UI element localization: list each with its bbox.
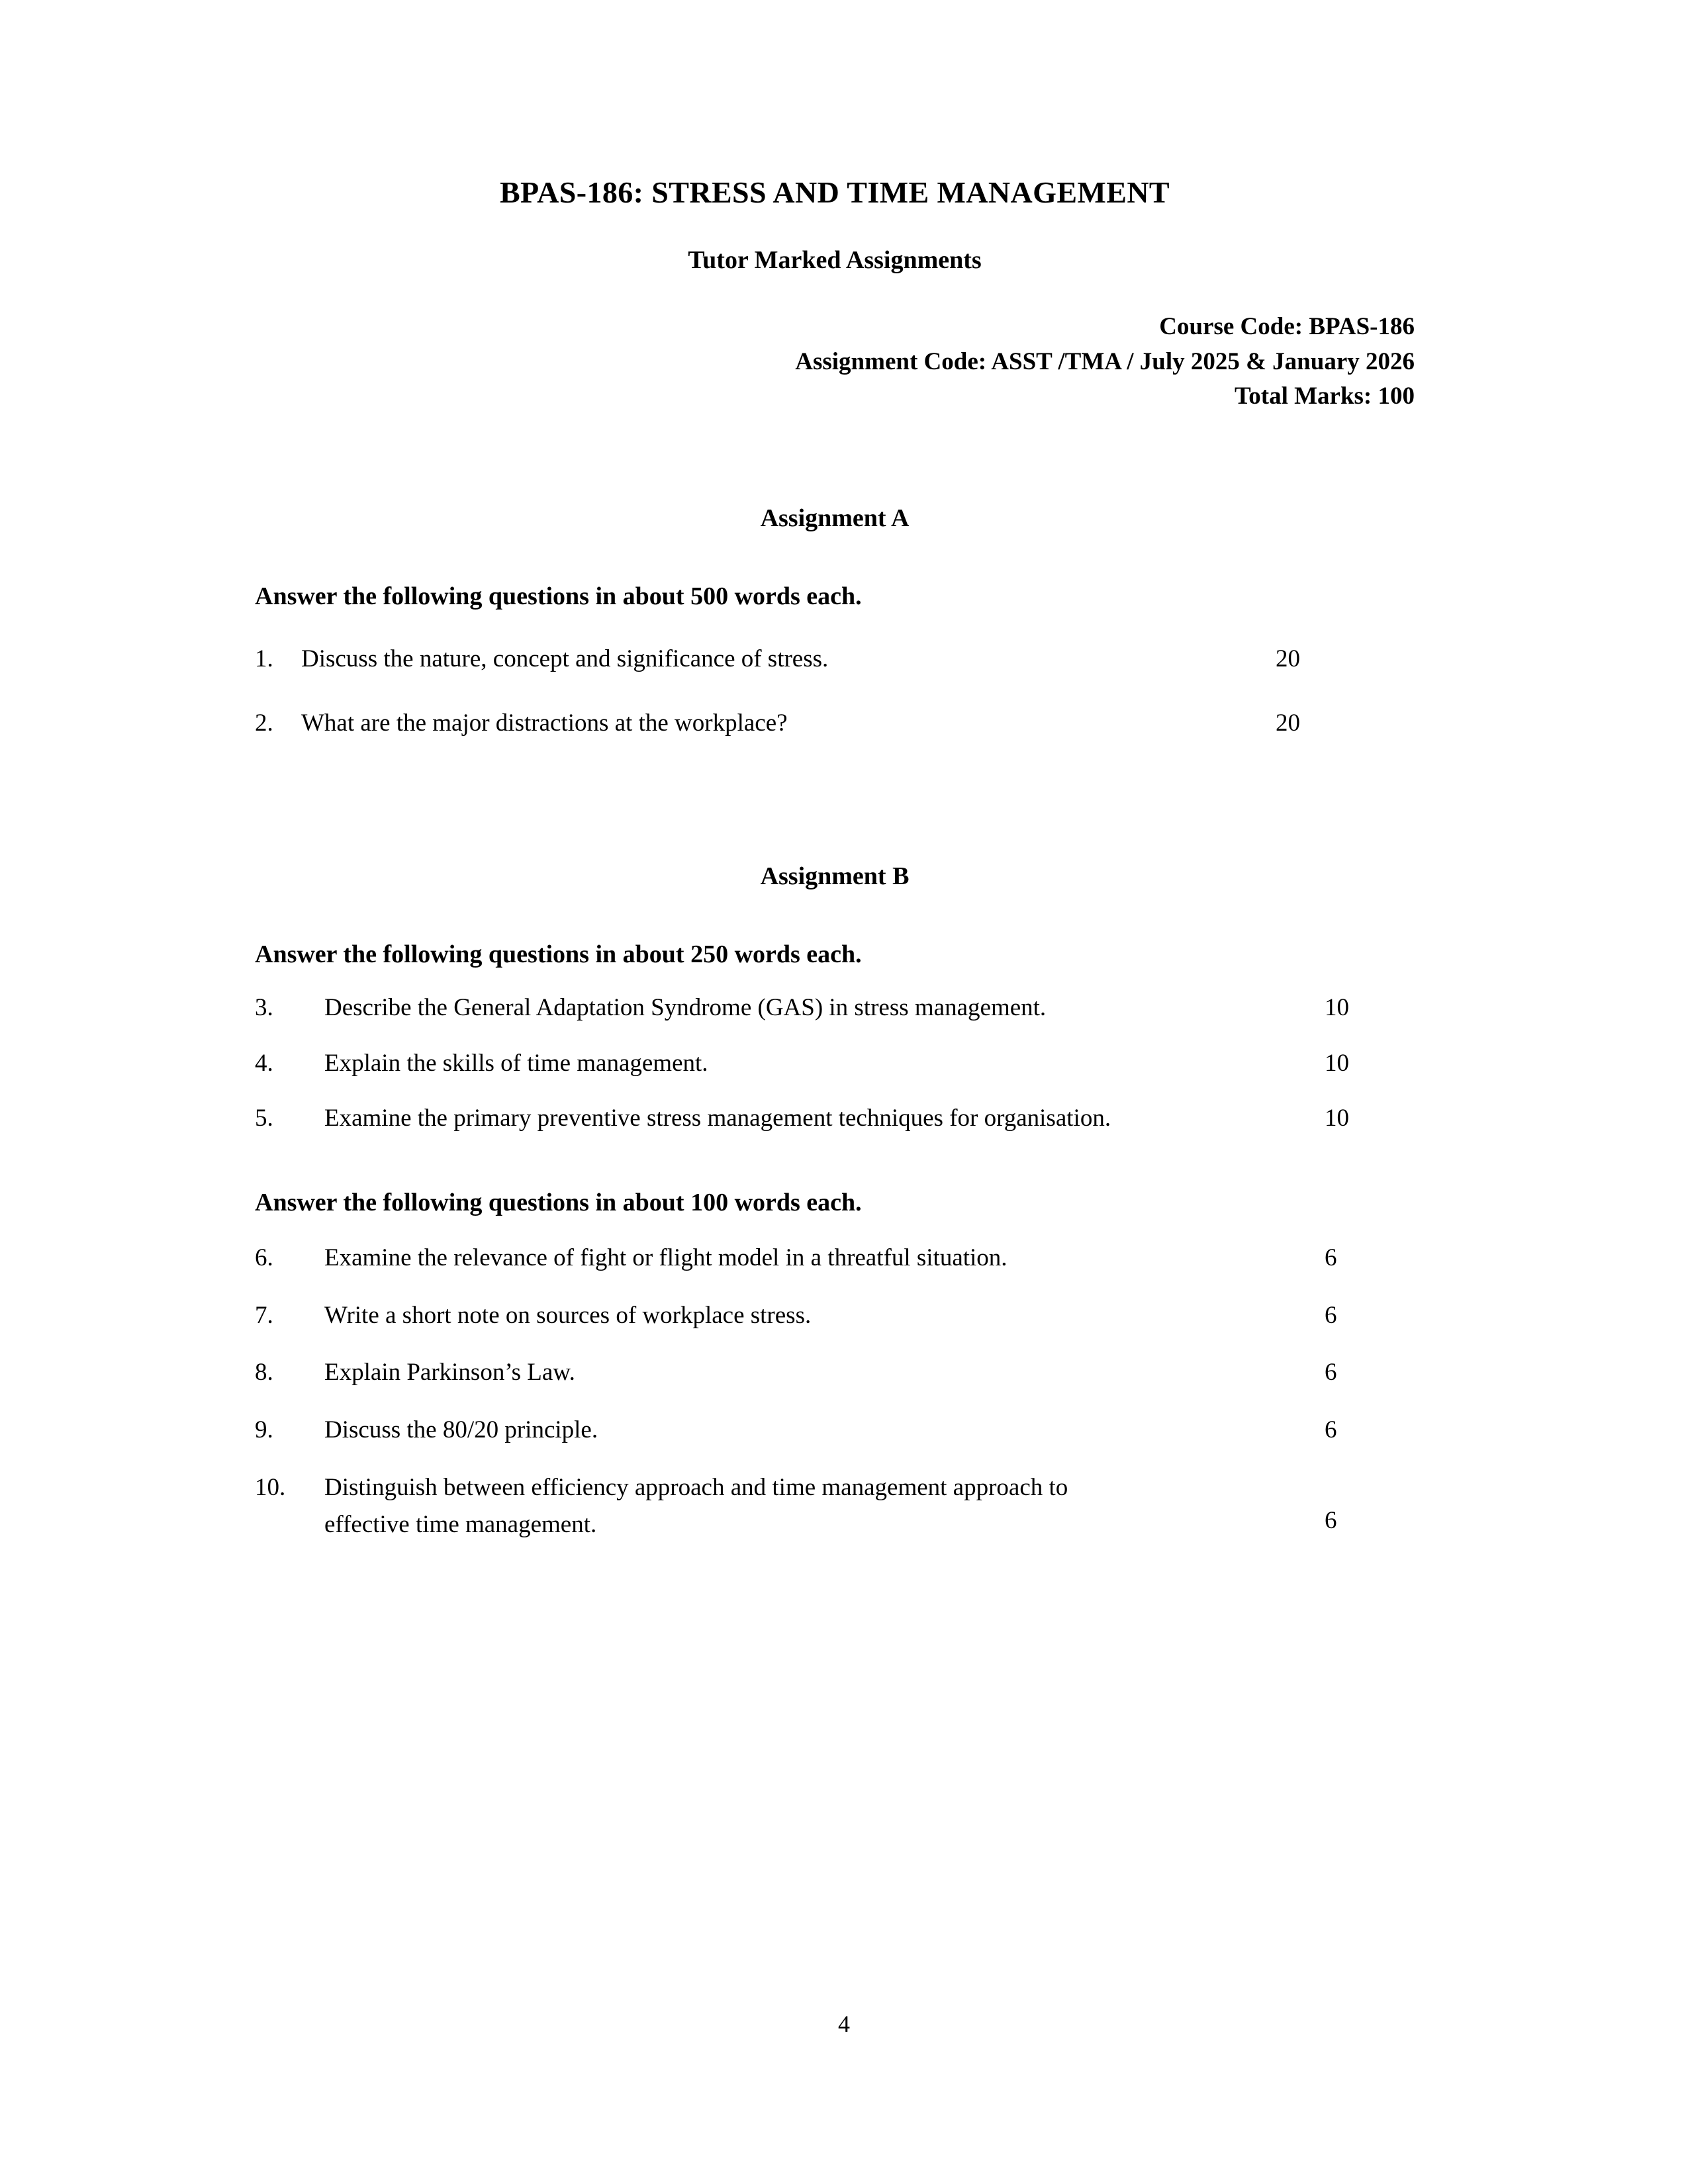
question-number: 3. — [255, 993, 273, 1021]
question-number: 7. — [255, 1301, 273, 1329]
instruction-assignment-a: Answer the following questions in about 500 words each. — [255, 582, 862, 610]
question-row — [255, 709, 1415, 738]
question-text: What are the major distractions at the workplace? — [301, 709, 788, 737]
question-row — [255, 1358, 1415, 1387]
question-number: 9. — [255, 1416, 273, 1443]
question-marks: 20 — [1276, 709, 1300, 737]
question-text: Explain the skills of time management. — [324, 1049, 708, 1077]
question-text: Describe the General Adaptation Syndrome (GAS) in stress management. — [324, 993, 1047, 1021]
instruction-assignment-b: Answer the following questions in about 250 words each. — [255, 940, 862, 968]
question-row — [255, 1301, 1415, 1330]
question-text: Explain Parkinson’s Law. — [324, 1359, 575, 1387]
question-marks: 6 — [1325, 1359, 1337, 1387]
question-text: Discuss the nature, concept and significance of stress. — [301, 645, 829, 672]
question-marks: 6 — [1325, 1301, 1337, 1329]
question-text-line: Distinguish between efficiency approach and time management approach to — [324, 1473, 1068, 1501]
question-list-assignment-a — [255, 645, 1415, 738]
question-marks: 10 — [1325, 993, 1349, 1021]
total-marks-line: Total Marks: 100 — [1234, 383, 1415, 410]
question-text: Write a short note on sources of workplace stress. — [324, 1301, 812, 1329]
question-row — [255, 645, 1415, 674]
question-row — [255, 993, 1415, 1023]
question-text: Examine the primary preventive stress management techniques for organisation. — [324, 1105, 1111, 1132]
question-number: 4. — [255, 1049, 273, 1077]
question-row — [255, 1244, 1415, 1273]
question-row — [255, 1473, 1415, 1539]
assignment-code-line: Assignment Code: ASST /TMA / July 2025 & January 2026 — [795, 347, 1415, 375]
question-marks: 20 — [1276, 645, 1300, 672]
page-title: BPAS-186: STRESS AND TIME MANAGEMENT — [499, 175, 1170, 209]
question-number: 10. — [255, 1473, 286, 1501]
question-text: Discuss the 80/20 principle. — [324, 1416, 598, 1443]
question-number: 1. — [255, 645, 273, 672]
question-text-line: effective time management. — [324, 1511, 597, 1539]
question-row — [255, 1049, 1415, 1078]
section-heading-assignment-a: Assignment A — [760, 504, 910, 532]
question-row — [255, 1104, 1415, 1133]
question-number: 6. — [255, 1244, 273, 1271]
question-row — [255, 1416, 1415, 1445]
question-marks: 6 — [1325, 1506, 1337, 1534]
question-number: 8. — [255, 1359, 273, 1387]
question-list-100-words — [255, 1244, 1415, 1539]
question-list-assignment-b — [255, 993, 1415, 1133]
assignment-meta-block — [255, 310, 1415, 414]
instruction-100-words: Answer the following questions in about 100 words each. — [255, 1188, 862, 1216]
question-marks: 10 — [1325, 1049, 1349, 1077]
question-marks: 6 — [1325, 1416, 1337, 1443]
course-code-line: Course Code: BPAS-186 — [1159, 313, 1415, 340]
question-marks: 10 — [1325, 1105, 1349, 1132]
section-heading-assignment-b: Assignment B — [760, 862, 910, 890]
document-content-column — [255, 0, 1415, 1539]
page-subtitle: Tutor Marked Assignments — [688, 246, 982, 274]
page-number: 4 — [838, 2011, 850, 2037]
question-text: Examine the relevance of fight or flight model in a threatful situation. — [324, 1244, 1008, 1271]
question-number: 2. — [255, 709, 273, 737]
question-marks: 6 — [1325, 1244, 1337, 1271]
question-text — [324, 1473, 1325, 1539]
question-number: 5. — [255, 1105, 273, 1132]
